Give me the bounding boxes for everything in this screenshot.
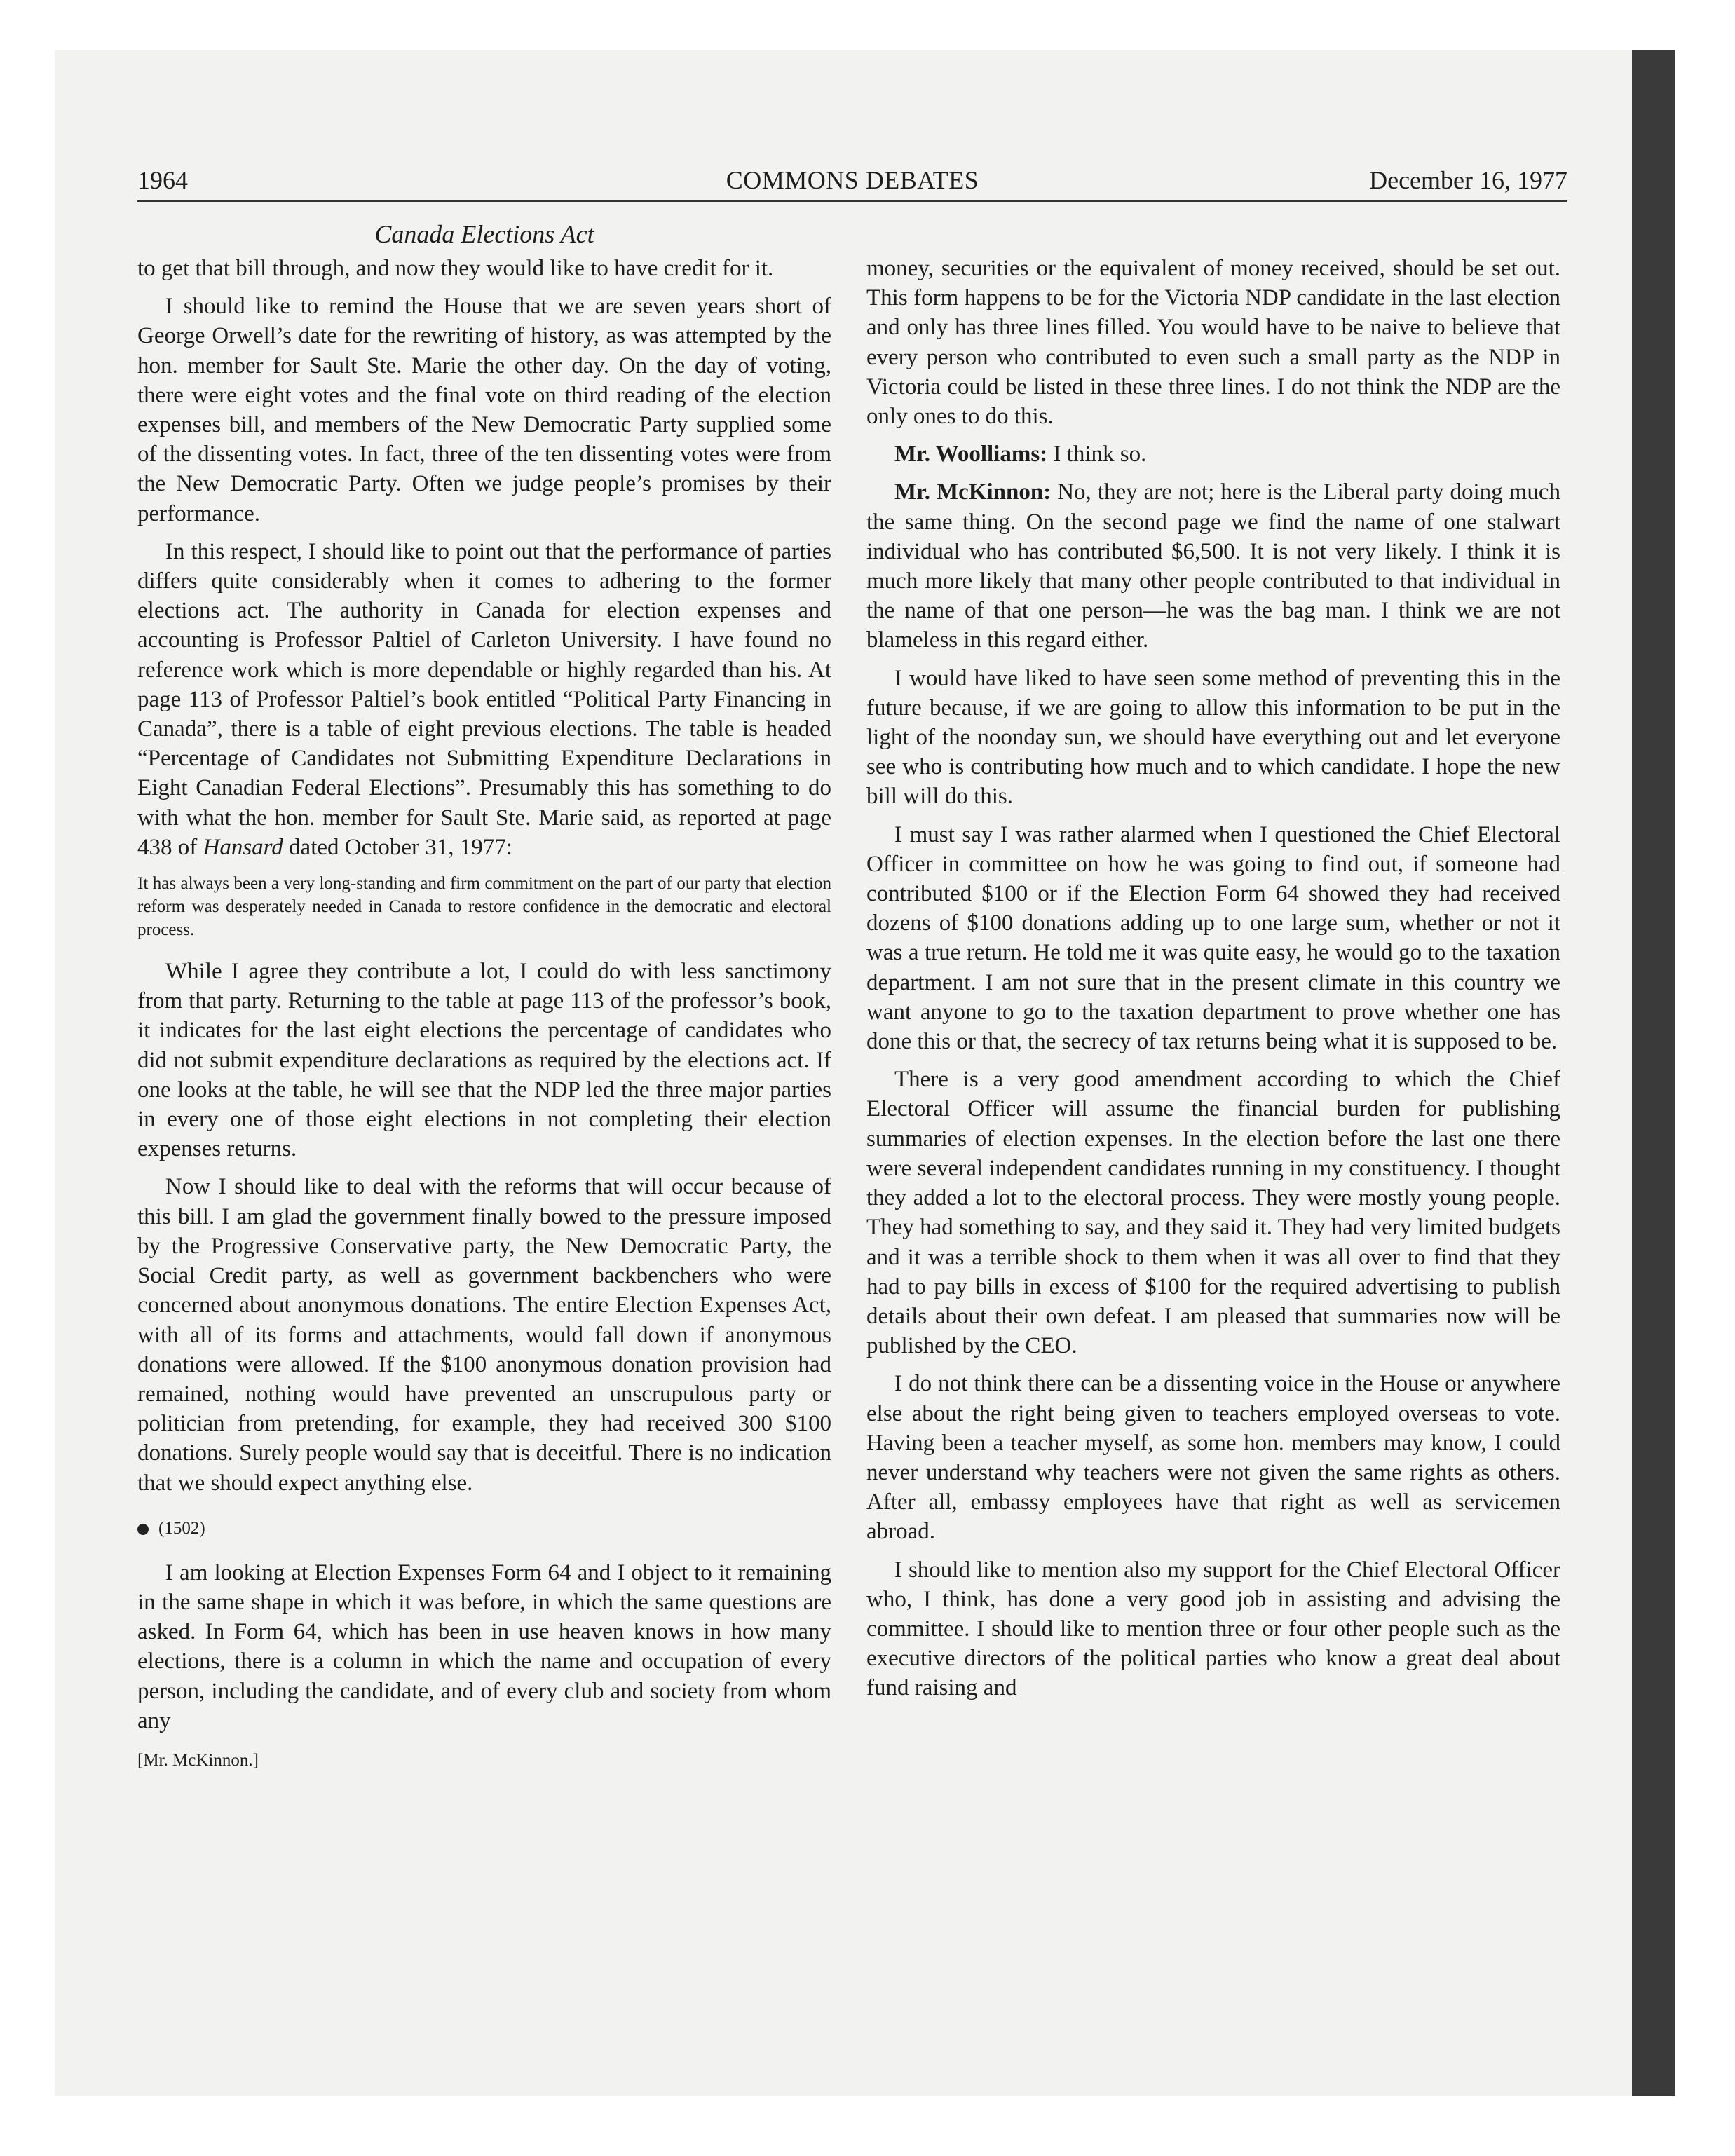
section-subheading: Canada Elections Act — [374, 220, 594, 248]
paragraph: money, securities or the equivalent of money received, should be set out. This form happens to be for the Victoria NDP candidate in the last election and only has three lines filled. You would have to be naive to believe that every person who contributed to even such a small party as the NDP in Victoria could be listed in these three lines. I do not think the NDP are the only ones to do this. — [866, 256, 1560, 430]
paragraph-text: In this respect, I should like to point out that the performance of parties differs quite considerably when it comes to adhering to the former elections act. The authority in Canada for election expenses and accounting is Professor Paltiel of Carleton University. I have found no reference work which is more dependable or highly regarded than his. At page 113 of Professor Paltiel’s book entitled “Political Party Financing in Canada”, there is a table of eight previous elections. The table is headed “Percentage of Candidates not Submitting Expenditure Declarations in Eight Canadian Federal Elections”. Presumably this has something to do with what the hon. member for Sault Ste. Marie said, as reported at page 438 of — [137, 538, 831, 860]
speaker-name: Mr. Woolliams: — [894, 442, 1048, 468]
bullet-icon — [137, 1524, 149, 1535]
block-quote: It has always been a very long-standing and firm commitment on the part of our party that election reform was desperately needed in Canada to restore confidence in the democratic and electoral process. — [137, 874, 831, 940]
speech-turn — [866, 477, 1560, 655]
speaker-attribution: [Mr. McKinnon.] — [137, 1750, 259, 1770]
page-number: 1964 — [137, 166, 188, 194]
paragraph — [137, 537, 831, 862]
paragraph: While I agree they contribute a lot, I could do with less sanctimony from that party. Returning to the table at page 113 of the professor’s book, it indicates for the last eight elections the percentage of candidates who did not submit expenditure declarations as required by the elections act. If one looks at the table, he will see that the NDP led the three major parties in every one of those eight elections in not completing their election expenses returns. — [137, 959, 831, 1162]
paragraph: to get that bill through, and now they would like to have credit for it. — [137, 256, 774, 281]
paragraph: I would have liked to have seen some method of preventing this in the future because, if we are going to allow this information to be put in the light of the noonday sun, we should have everything out and let everyone see who is contributing how much and to which candidate. I hope the new bill will do this. — [866, 665, 1560, 810]
speech-text: I think so. — [1047, 442, 1147, 468]
paragraph: I should like to remind the House that we are seven years short of George Orwell’s date for the rewriting of history, as was attempted by the hon. member for Sault Ste. Marie the other day. On the day of voting, there were eight votes and the final vote on third reading of the election expenses bill, and members of the New Democratic Party supplied some of the dissenting votes. In fact, three of the ten dissenting votes were from the New Democratic Party. Often we judge people’s promises by their performance. — [137, 294, 831, 526]
page-edge-strip — [1632, 50, 1675, 2096]
page-header — [137, 163, 1567, 202]
publication-date: December 16, 1977 — [1369, 166, 1567, 194]
hansard-reference: Hansard — [203, 834, 283, 860]
paragraph: I should like to mention also my support for the Chief Electoral Officer who, I think, has done a very good job in assisting and advising the committee. I should like to mention three or four other people such as the executive directors of the political parties who know a great deal about fund raising and — [866, 1557, 1560, 1701]
paragraph: I am looking at Election Expenses Form 64 and I object to it remaining in the same shape in which it was before, in which the same questions are asked. In Form 64, which has been in use heaven knows in how many elections, there is a column in which the name and occupation of every person, including the candidate, and of every club and society from whom any — [137, 1560, 831, 1733]
left-column — [137, 254, 831, 1775]
speaker-name: Mr. McKinnon: — [894, 479, 1052, 505]
paragraph: I must say I was rather alarmed when I questioned the Chief Electoral Officer in committee on how he was going to find out, if someone had contributed $100 or if the Election Form 64 showed they had received dozens of $100 donations adding up to one large sum, whether or not it was a true return. He told me it was quite easy, he would go to the taxation department. I am not sure that in the present climate in this country we want anyone to go to the taxation department to prove whether one has done this or that, the secrecy of tax returns being what it is supposed to be. — [866, 821, 1560, 1055]
paragraph: Now I should like to deal with the reforms that will occur because of this bill. I am glad the government finally bowed to the pressure imposed by the Progressive Conservative party, the New Democratic Party, the Social Credit party, as well as government backbenchers who were concerned about anonymous donations. The entire Election Expenses Act, with all of its forms and attachments, would fall down if anonymous donations were allowed. If the $100 anonymous donation provision had remained, nothing would have prevented an unscrupulous party or politician from pretending, for example, they had received 300 $100 donations. Surely people would say that is deceitful. There is no indication that we should expect anything else. — [137, 1174, 831, 1496]
publication-title: COMMONS DEBATES — [726, 166, 979, 194]
timestamp-marker — [137, 1515, 831, 1543]
paragraph: I do not think there can be a dissenting voice in the House or anywhere else about the right being given to teachers employed overseas to vote. Having been a teacher myself, as some hon. members may know, I could never understand why teachers were not given the same rights as others. After all, embassy employees have that right as well as servicemen abroad. — [866, 1371, 1560, 1545]
speech-text: No, they are not; here is the Liberal party doing much the same thing. On the second page we find the name of one stalwart individual who has contributed $6,500. It is not very likely. I think it is much more likely that many other people contributed to that individual in the name of that one person—he was the bag man. I think we are not blameless in this regard either. — [866, 479, 1560, 653]
right-column — [866, 254, 1560, 1712]
timestamp-text: (1502) — [158, 1518, 205, 1538]
speech-turn — [866, 439, 1560, 469]
paragraph: There is a very good amendment according to which the Chief Electoral Officer will assume the financial burden for publishing summaries of election expenses. In the election before the last one there were several independent candidates running in my constituency. I thought they added a lot to the electoral process. They were mostly young people. They had something to say, and they said it. They had very limited budgets and it was a terrible shock to them when it was all over to find that they had to pay bills in excess of $100 for the required advertising to publish details about their own defeat. I am pleased that summaries now will be published by the CEO. — [866, 1067, 1560, 1359]
paragraph-text: dated October 31, 1977: — [283, 834, 512, 860]
